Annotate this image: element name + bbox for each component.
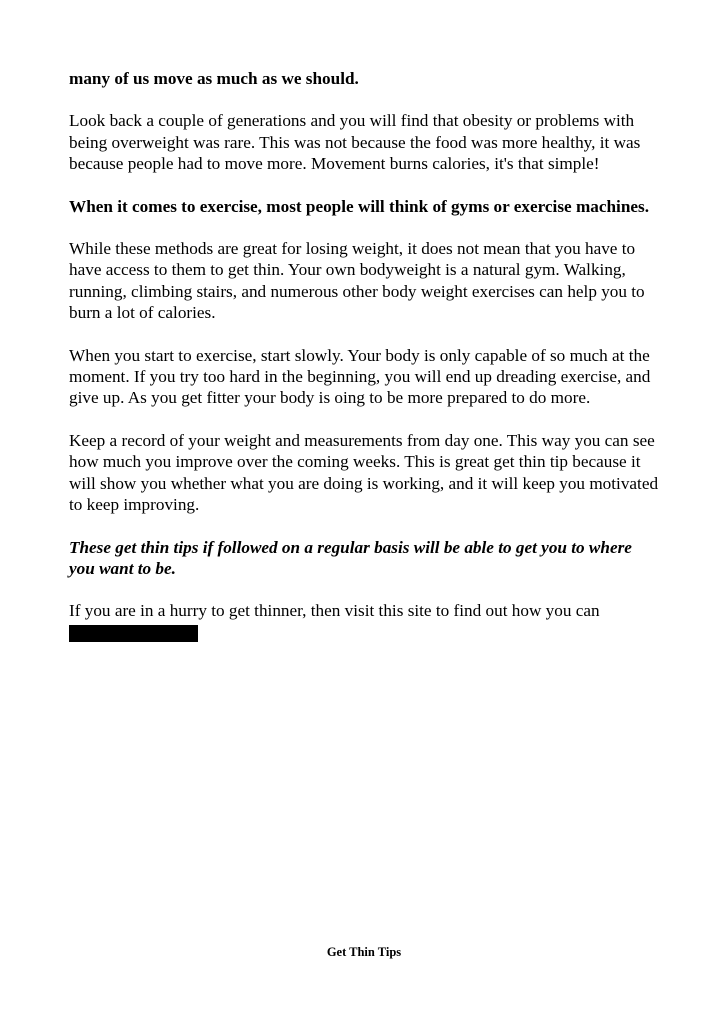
- paragraph-text: If you are in a hurry to get thinner, then visit this site to find out how you can: [69, 601, 600, 621]
- document-body: [69, 68, 661, 643]
- redacted-link[interactable]: [69, 625, 198, 642]
- paragraph: many of us move as much as we should.: [69, 69, 359, 88]
- paragraph: These get thin tips if followed on a regular basis will be able to get you to where you want to be.: [69, 537, 632, 578]
- paragraph: While these methods are great for losing weight, it does not mean that you have to have access to them to get thin. Your own bodyweight is a natural gym. Walking, running, climbing stairs, and numerous other body weight exercises can help you to burn a lot of calories.: [69, 239, 645, 323]
- final-paragraph: [69, 600, 661, 643]
- paragraph: Keep a record of your weight and measurements from day one. This way you can see how much you improve over the coming weeks. This is great get thin tip because it will show you whether what you are doing is working, and it will keep you motivated to keep improving.: [69, 430, 659, 515]
- paragraph: When you start to exercise, start slowly. Your body is only capable of so much at the moment. If you try too hard in the beginning, you will end up dreading exercise, and give up. As you get fitter your body is oing to be more prepared to do more.: [69, 345, 651, 408]
- page-footer: Get Thin Tips: [326, 945, 402, 959]
- paragraph: Look back a couple of generations and you will find that obesity or problems with being overweight was rare. This was not because the food was more healthy, it was because people had to move more. Movement burns calories, it's that simple!: [69, 111, 641, 174]
- paragraph: When it comes to exercise, most people will think of gyms or exercise machines.: [69, 196, 649, 216]
